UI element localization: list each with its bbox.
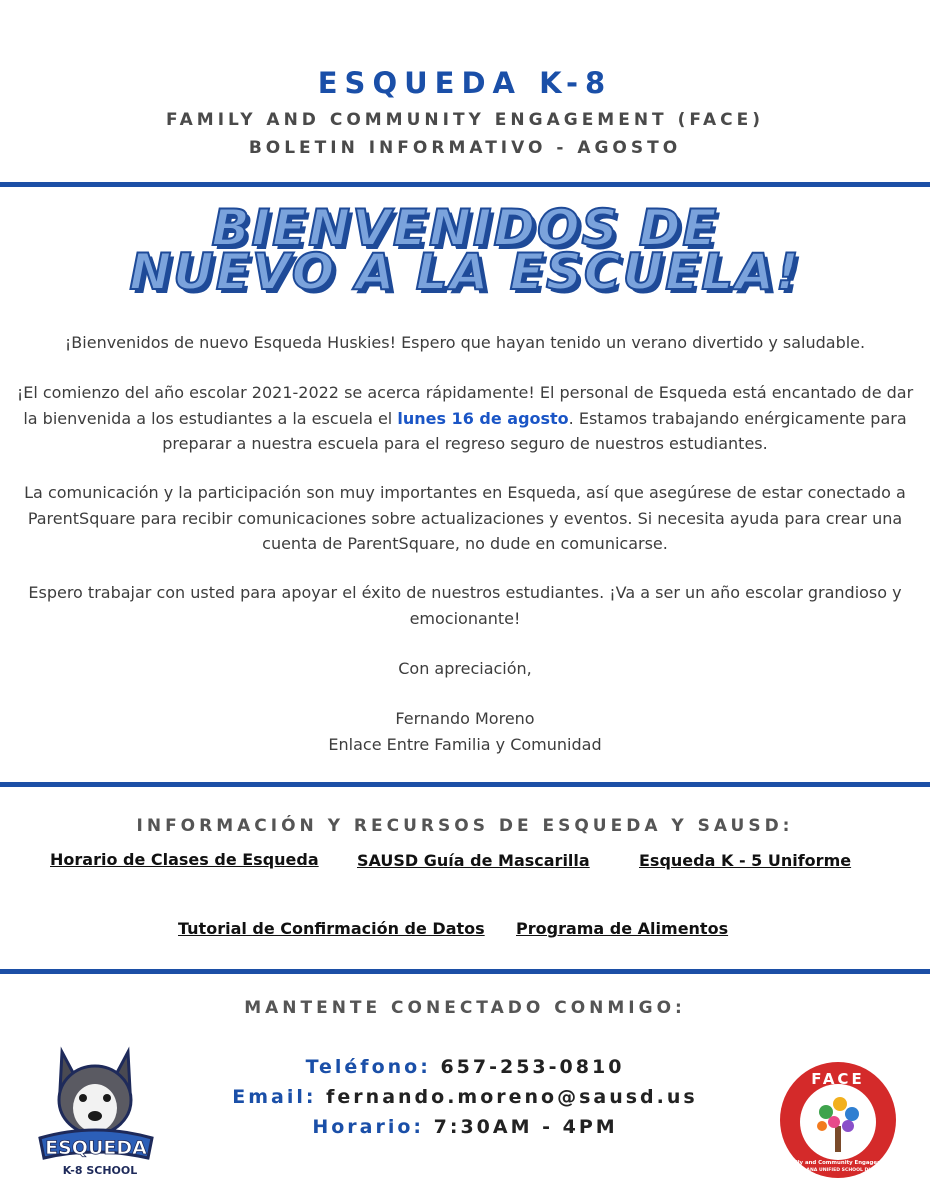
email-label: Email:: [232, 1086, 317, 1108]
face-logo-text: FACE: [811, 1070, 865, 1088]
link-class-schedule[interactable]: Horario de Clases de Esqueda: [50, 850, 319, 869]
link-uniform[interactable]: Esqueda K - 5 Uniforme: [639, 851, 852, 870]
school-start-text-after: . Estamos trabajando enérgicamente para preparar a nuestra escuela para el regreso seguro de nuestros estudiantes.: [162, 408, 907, 453]
phone-value[interactable]: 657-253-0810: [440, 1056, 625, 1078]
welcome-paragraph: ¡Bienvenidos de nuevo Esqueda Huskies! Espero que hayan tenido un verano divertido y saludable.: [64, 333, 866, 352]
school-start-paragraph: [10, 380, 920, 457]
link-mask-guide[interactable]: SAUSD Guía de Mascarilla: [357, 851, 590, 870]
contact-title: MANTENTE CONECTADO CONMIGO:: [244, 998, 686, 1018]
link-food-program[interactable]: Programa de Alimentos: [516, 919, 729, 938]
face-logo-sub: Family and Community Engagement: [783, 1160, 893, 1166]
divider-middle: [0, 782, 930, 787]
closing-paragraph: Espero trabajar con usted para apoyar el éxito de nuestros estudiantes. ¡Va a ser un año escolar grandioso y emocionante!: [28, 583, 902, 628]
face-logo: [778, 1060, 898, 1180]
phone-label: Teléfono:: [305, 1056, 431, 1078]
bulletin-title: BOLETIN INFORMATIVO - AGOSTO: [248, 138, 682, 158]
divider-top: [0, 182, 930, 187]
esqueda-husky-logo: [30, 1042, 160, 1182]
signature: [0, 706, 930, 757]
hours-value: 7:30AM - 4PM: [433, 1116, 618, 1138]
school-logo-sub: K-8 SCHOOL: [62, 1164, 138, 1177]
headline-line-1: BIENVENIDOS DE: [211, 199, 719, 257]
closing-salutation: Con apreciación,: [398, 659, 532, 678]
resources-title: INFORMACIÓN Y RECURSOS DE ESQUEDA Y SAUSD:: [136, 816, 794, 836]
face-logo-district: SANTA ANA UNIFIED SCHOOL DISTRICT: [787, 1168, 889, 1173]
signer-name: Fernando Moreno: [395, 709, 535, 728]
headline-line-2: NUEVO A LA ESCUELA!: [129, 243, 801, 301]
school-logo-text: ESQUEDA: [45, 1137, 147, 1159]
divider-bottom: [0, 969, 930, 974]
email-value[interactable]: fernando.moreno@sausd.us: [326, 1086, 698, 1108]
school-start-text-before: ¡El comienzo del año escolar 2021-2022 se acerca rápidamente! El personal de Esqueda está encantado de dar la bienvenida a los estudiantes a la escuela el: [16, 383, 914, 428]
signer-title: Enlace Entre Familia y Comunidad: [328, 734, 602, 754]
school-start-date: lunes 16 de agosto: [397, 408, 569, 428]
hours-label: Horario:: [312, 1116, 424, 1138]
program-title: FAMILY AND COMMUNITY ENGAGEMENT (FACE): [165, 110, 765, 130]
school-title: ESQUEDA K-8: [317, 66, 613, 100]
link-data-confirmation-tutorial[interactable]: Tutorial de Confirmación de Datos: [178, 919, 485, 938]
communication-paragraph: La comunicación y la participación son muy importantes en Esqueda, así que asegúrese de estar conectado a ParentSquare para recibir comunicaciones sobre actualizaciones y eventos. Si necesita ayuda para crear una cuenta de ParentSquare, no dude en comunicarse.: [24, 483, 906, 553]
